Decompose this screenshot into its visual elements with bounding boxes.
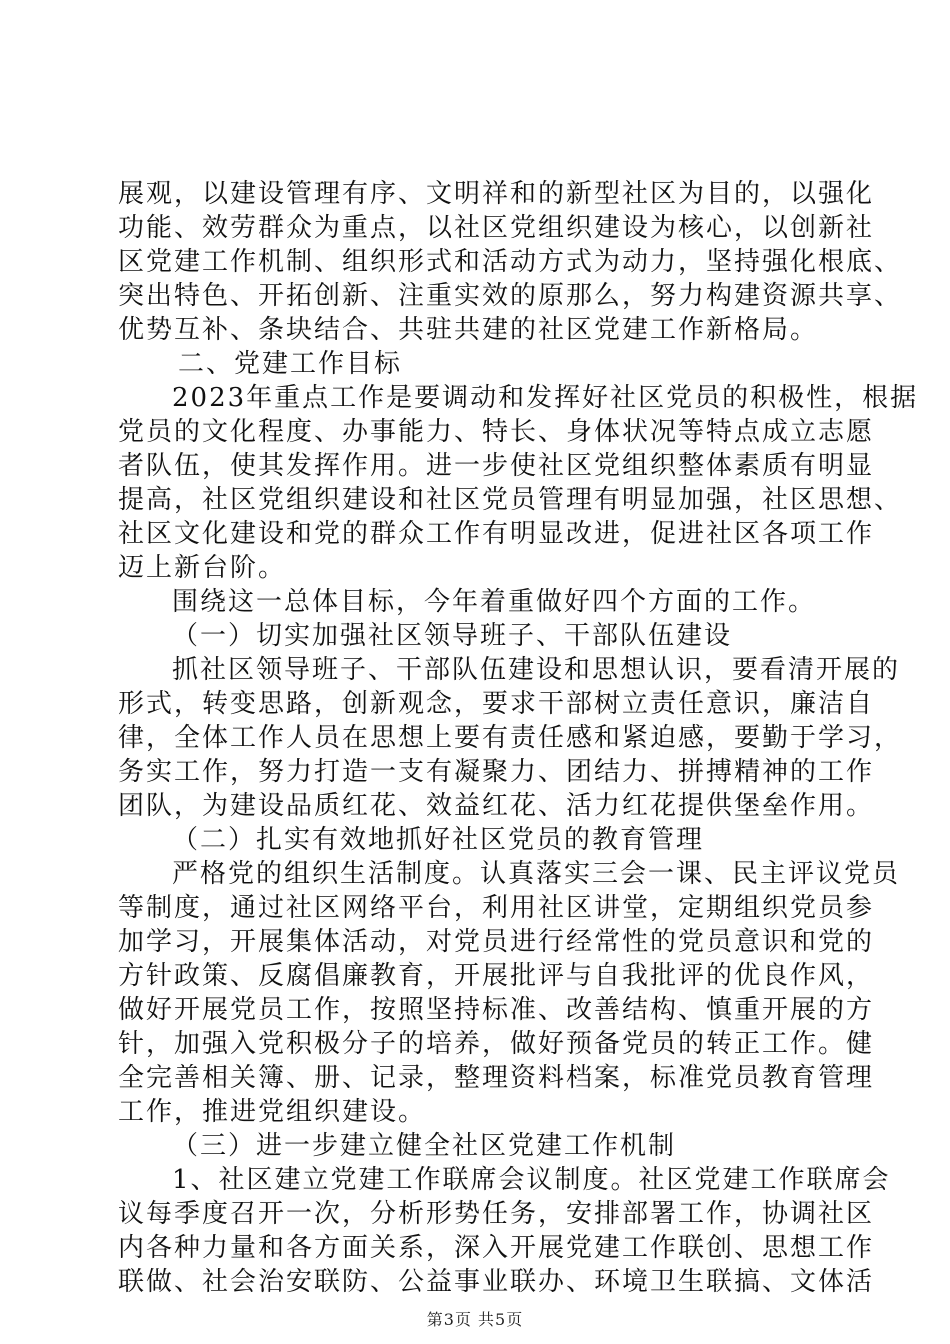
text-line: 加学习，开展集体活动，对党员进行经常性的党员意识和党的 — [118, 927, 875, 957]
text-line: 针，加强入党积极分子的培养，做好预备党员的转正工作。健 — [118, 1029, 875, 1059]
text-line: 社区文化建设和党的群众工作有明显改进，促进社区各项工作 — [118, 519, 875, 549]
text-line: 区党建工作机制、组织形式和活动方式为动力，坚持强化根底、 — [118, 247, 903, 277]
text-line: 1、社区建立党建工作联席会议制度。社区党建工作联席会 — [172, 1165, 891, 1195]
page-number-label: 第3页 共5页 — [426, 1310, 524, 1329]
text-line: 方针政策、反腐倡廉教育，开展批评与自我批评的优良作风， — [118, 961, 875, 991]
text-line: 团队，为建设品质红花、效益红花、活力红花提供堡垒作用。 — [118, 791, 875, 821]
page-footer — [0, 1308, 950, 1332]
text-line: 提高，社区党组织建设和社区党员管理有明显加强，社区思想、 — [118, 485, 903, 515]
text-line: 工作，推进党组织建设。 — [118, 1097, 427, 1127]
text-line: 内各种力量和各方面关系，深入开展党建工作联创、思想工作 — [118, 1233, 875, 1263]
section-heading: （二）扎实有效地抓好社区党员的教育管理 — [172, 825, 705, 855]
text-line: 优势互补、条块结合、共驻共建的社区党建工作新格局。 — [118, 315, 819, 345]
text-line: 2023年重点工作是要调动和发挥好社区党员的积极性，根据 — [172, 383, 919, 413]
text-line: 全完善相关簿、册、记录，整理资料档案，标准党员教育管理 — [118, 1063, 875, 1093]
text-line: 围绕这一总体目标，今年着重做好四个方面的工作。 — [172, 587, 817, 617]
text-line: 务实工作，努力打造一支有凝聚力、团结力、拼搏精神的工作 — [118, 757, 875, 787]
text-line: 者队伍，使其发挥作用。进一步使社区党组织整体素质有明显 — [118, 451, 875, 481]
section-heading: （三）进一步建立健全社区党建工作机制 — [172, 1131, 677, 1161]
text-line: 突出特色、开拓创新、注重实效的原那么，努力构建资源共享、 — [118, 281, 903, 311]
text-line: 党员的文化程度、办事能力、特长、身体状况等特点成立志愿 — [118, 417, 875, 447]
text-line: 律，全体工作人员在思想上要有责任感和紧迫感，要勤于学习， — [118, 723, 903, 753]
text-line: 严格党的组织生活制度。认真落实三会一课、民主评议党员 — [172, 859, 901, 889]
text-line: 抓社区领导班子、干部队伍建设和思想认识，要看清开展的 — [172, 655, 901, 685]
section-heading: （一）切实加强社区领导班子、干部队伍建设 — [172, 621, 733, 651]
text-line: 联做、社会治安联防、公益事业联办、环境卫生联搞、文体活 — [118, 1267, 875, 1297]
text-line: 等制度，通过社区网络平台，利用社区讲堂，定期组织党员参 — [118, 893, 875, 923]
text-line: 迈上新台阶。 — [118, 553, 287, 583]
text-line: 展观，以建设管理有序、文明祥和的新型社区为目的，以强化 — [118, 179, 875, 209]
text-line: 功能、效劳群众为重点，以社区党组织建设为核心，以创新社 — [118, 213, 875, 243]
text-line: 议每季度召开一次，分析形势任务，安排部署工作，协调社区 — [118, 1199, 875, 1229]
text-line: 形式，转变思路，创新观念，要求干部树立责任意识，廉洁自 — [118, 689, 875, 719]
section-heading: 二、党建工作目标 — [178, 349, 403, 379]
text-line: 做好开展党员工作，按照坚持标准、改善结构、慎重开展的方 — [118, 995, 875, 1025]
